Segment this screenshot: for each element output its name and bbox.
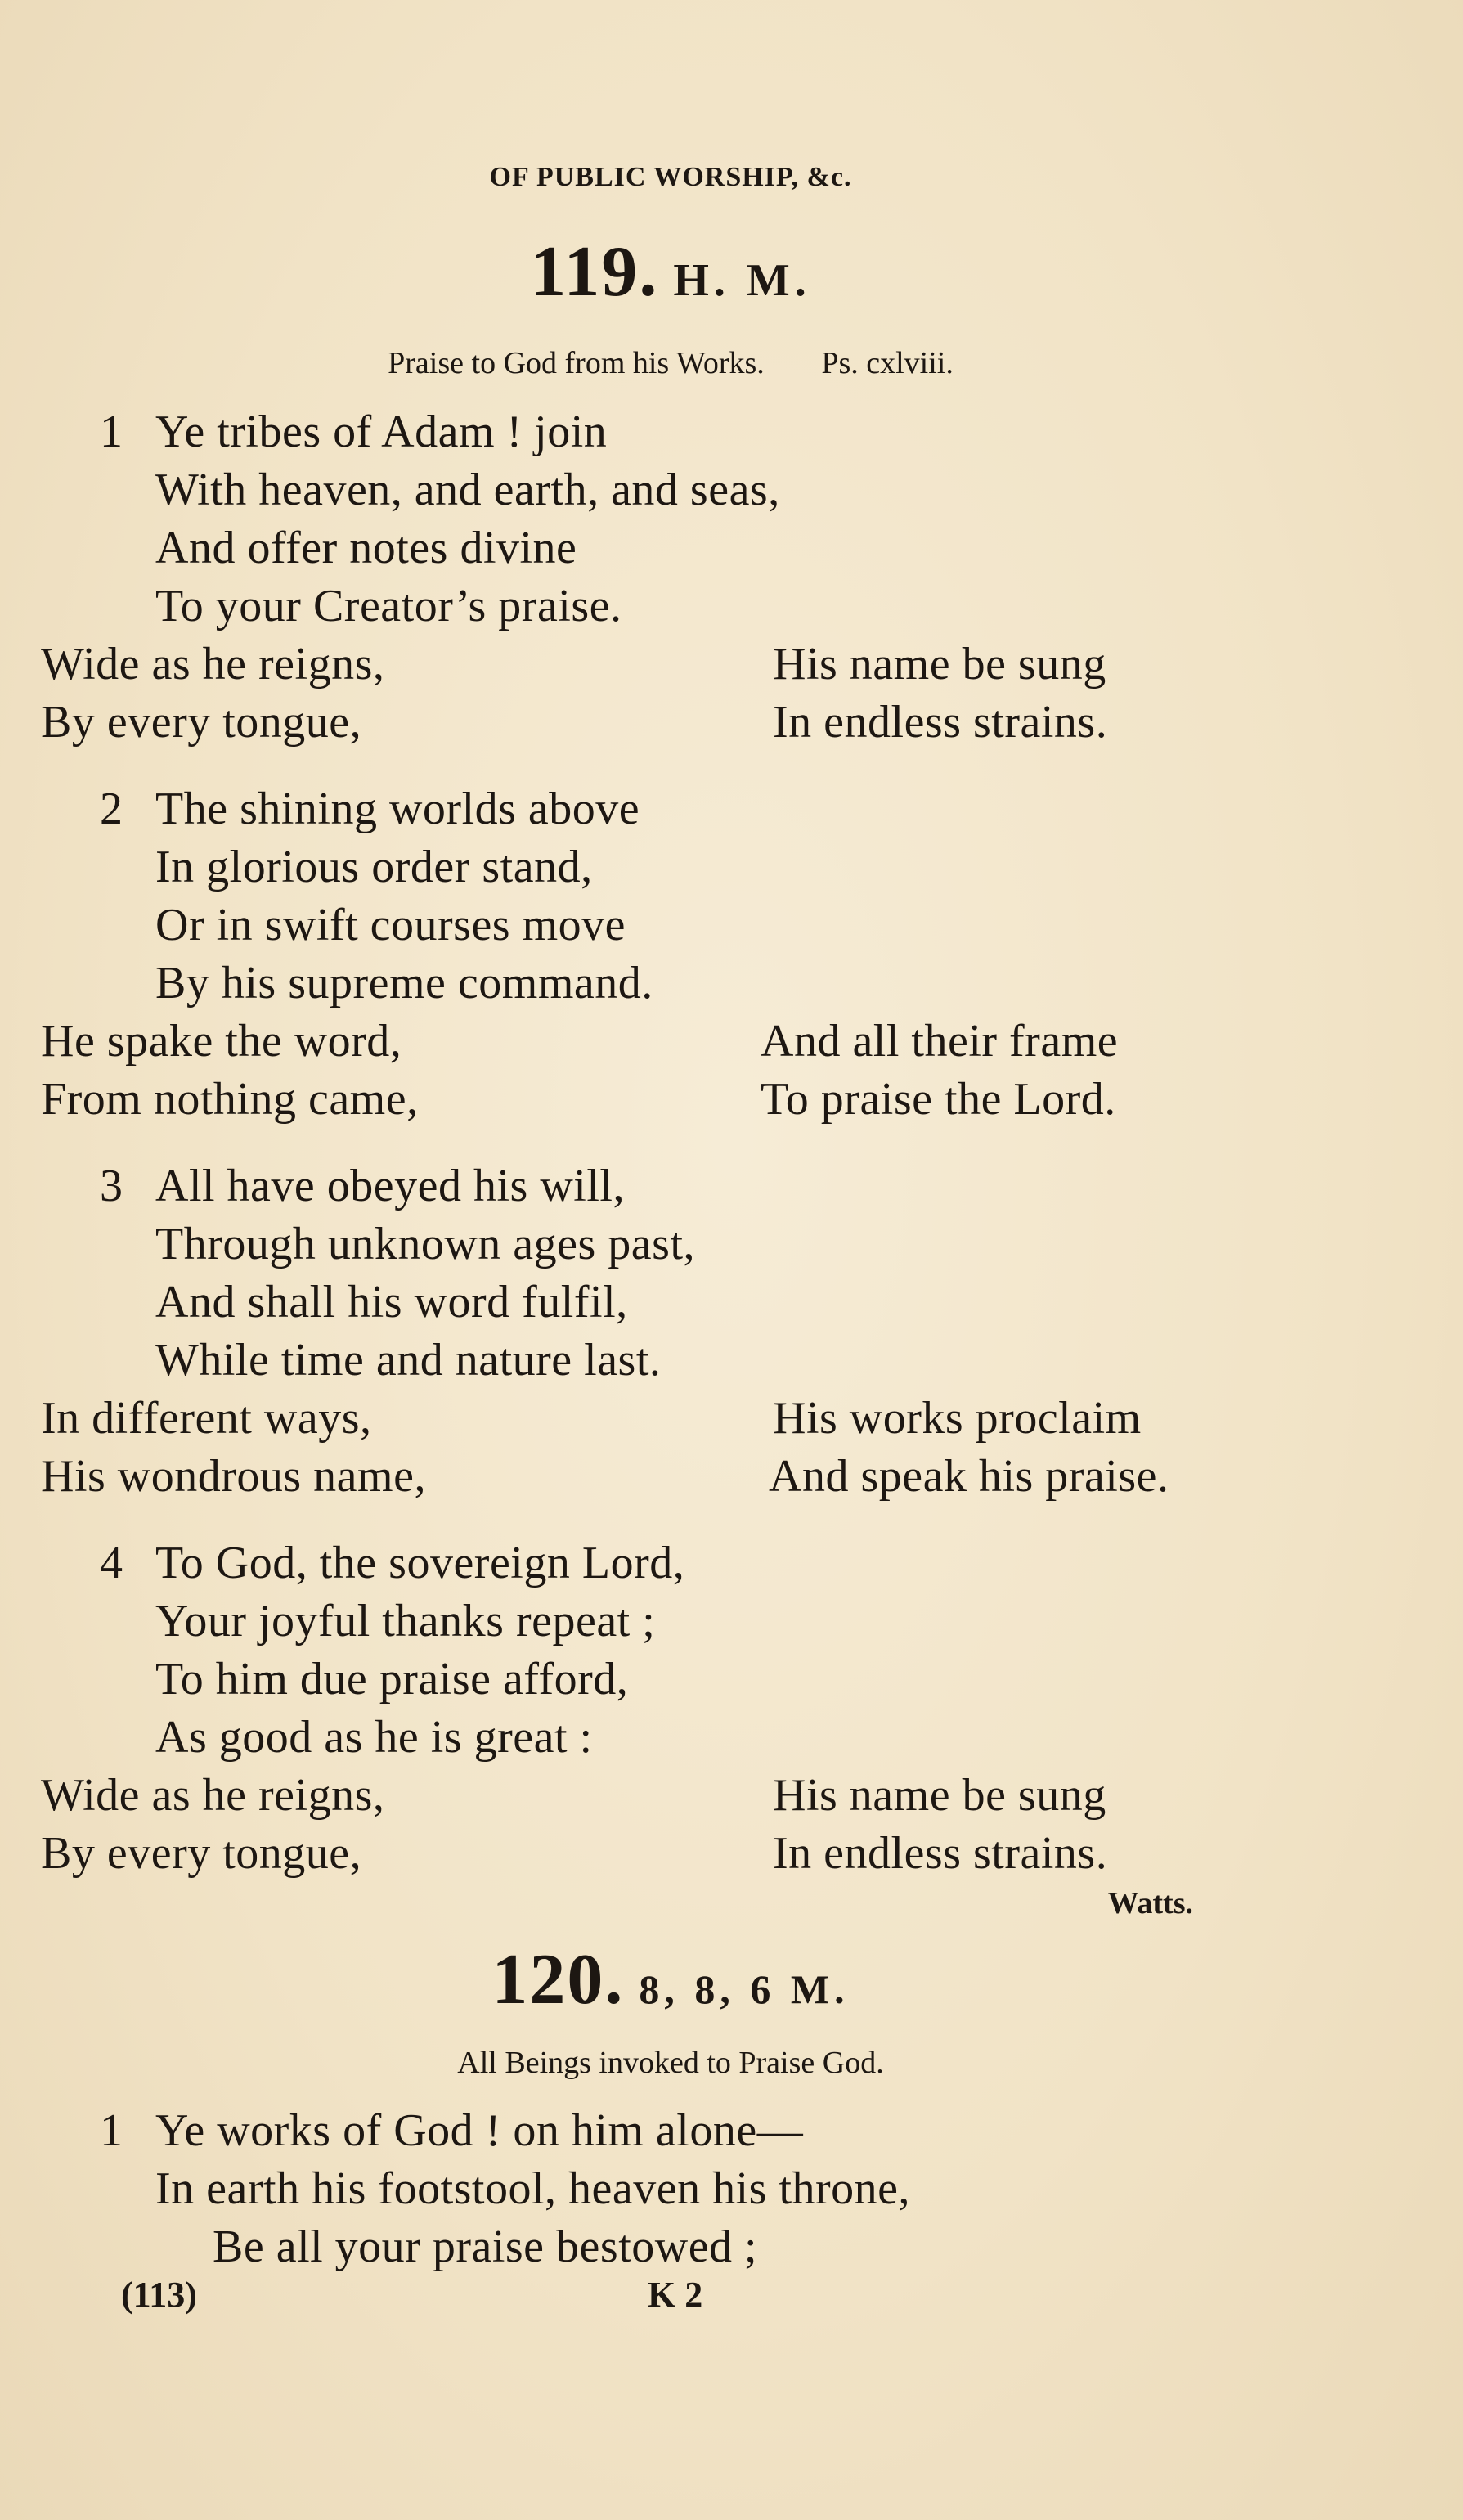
verse-line: All have obeyed his will,: [155, 1161, 625, 1211]
verse-line: While time and nature last.: [155, 1335, 662, 1386]
hymn-number: 119.: [530, 232, 659, 312]
refrain-line-left: In different ways,: [41, 1393, 372, 1444]
verse-line: By his supreme command.: [155, 958, 653, 1008]
stanza-number: 3: [100, 1161, 123, 1211]
verse-line: Through unknown ages past,: [155, 1219, 696, 1269]
hymn-120-heading: [0, 1938, 1341, 2021]
hymn-source: Ps. cxlviii.: [821, 346, 954, 380]
hymn-number: 120.: [491, 1940, 625, 2019]
verse-line: In glorious order stand,: [155, 842, 593, 892]
hymn-119-heading: [0, 231, 1341, 313]
refrain-line-right: And speak his praise.: [769, 1451, 1169, 1502]
verse-line: The shining worlds above: [155, 784, 640, 834]
hymn-119-subtitle: [0, 345, 1341, 381]
refrain-line-right: And all their frame: [761, 1016, 1119, 1067]
verse-line: With heaven, and earth, and seas,: [155, 465, 780, 515]
stanza-number: 1: [100, 2105, 123, 2156]
page-number: (113): [121, 2275, 197, 2315]
stanza-number: 4: [100, 1538, 123, 1588]
refrain-line-left: By every tongue,: [41, 697, 362, 748]
hymn-title: All Beings invoked to Praise God.: [457, 2046, 884, 2080]
refrain-line-right: To praise the Lord.: [761, 1074, 1116, 1125]
verse-line: Ye tribes of Adam ! join: [155, 407, 608, 457]
refrain-line-right: In endless strains.: [773, 1828, 1108, 1879]
refrain-line-left: He spake the word,: [41, 1016, 402, 1067]
verse-line: To your Creator’s praise.: [155, 581, 622, 631]
hymn-meter: 8, 8, 6 M.: [639, 1966, 850, 2012]
refrain-line-right: His name be sung: [773, 639, 1106, 690]
verse-line: To him due praise afford,: [155, 1654, 629, 1705]
refrain-line-left: By every tongue,: [41, 1828, 362, 1879]
verse-line: And offer notes divine: [155, 523, 577, 573]
refrain-line-right: In endless strains.: [773, 697, 1108, 748]
verse-line: Your joyful thanks repeat ;: [155, 1596, 656, 1646]
verse-line: Ye works of God ! on him alone—: [155, 2105, 804, 2156]
verse-line: Or in swift courses move: [155, 900, 626, 950]
refrain-line-left: Wide as he reigns,: [41, 639, 385, 690]
verse-line: Be all your praise bestowed ;: [213, 2221, 758, 2272]
signature-mark: K 2: [648, 2275, 703, 2315]
refrain-line-left: Wide as he reigns,: [41, 1770, 385, 1821]
refrain-line-left: His wondrous name,: [41, 1451, 426, 1502]
verse-line: To God, the sovereign Lord,: [155, 1538, 685, 1588]
running-head: OF PUBLIC WORSHIP, &c.: [489, 162, 852, 192]
refrain-line-right: His name be sung: [773, 1770, 1106, 1821]
stanza-number: 2: [100, 784, 123, 834]
stanza-number: 1: [100, 407, 123, 457]
hymn-attribution: Watts.: [1107, 1886, 1193, 1920]
hymn-meter: H. M.: [673, 255, 811, 306]
refrain-line-left: From nothing came,: [41, 1074, 419, 1125]
refrain-line-right: His works proclaim: [773, 1393, 1142, 1444]
hymn-title: Praise to God from his Works.: [388, 346, 765, 380]
verse-line: As good as he is great :: [155, 1712, 593, 1763]
hymn-120-subtitle: [0, 2045, 1341, 2081]
verse-line: In earth his footstool, heaven his throne,: [155, 2163, 911, 2214]
verse-line: And shall his word fulfil,: [155, 1277, 628, 1327]
